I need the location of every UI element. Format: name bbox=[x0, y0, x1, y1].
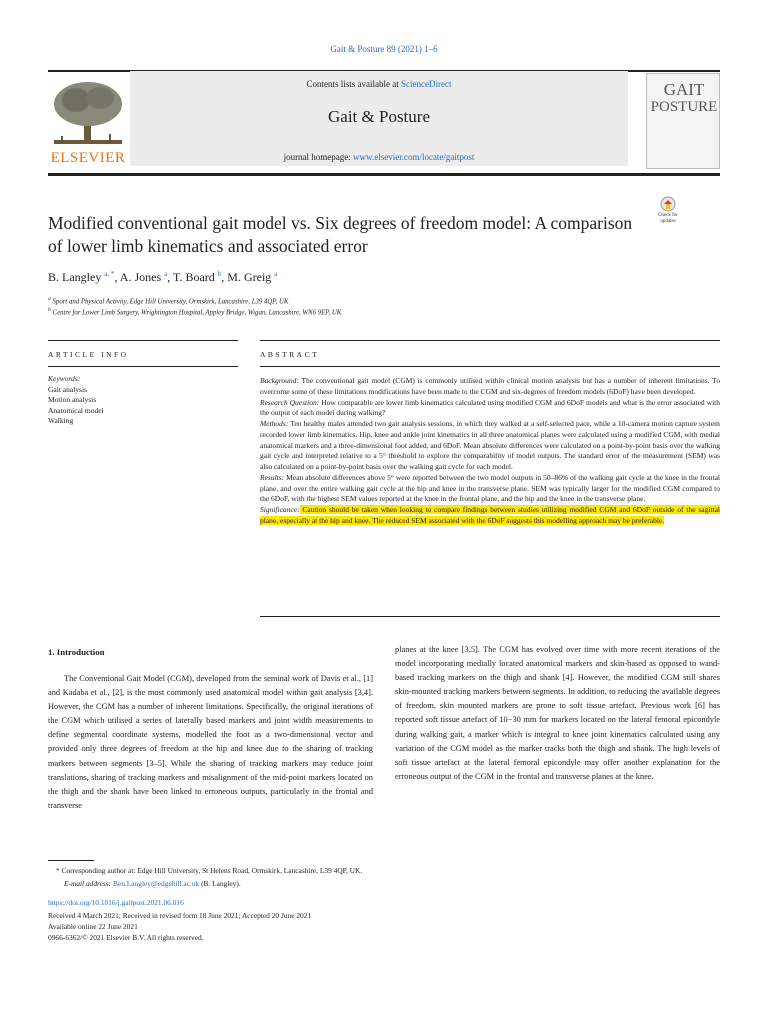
affiliation-a bbox=[48, 296, 288, 305]
abstract-results-label: Results: bbox=[260, 472, 285, 482]
abstract-significance-highlighted[interactable]: Caution should be taken when looking to compare findings between studies utilizing modified CGM and 6DoF outside of the sagittal plane, especially at the hip and knee. The reduced SEM associated with the 6DoF suggests this modelling approach may be preferable. bbox=[260, 505, 720, 525]
abstract-background-text: The conventional gait model (CGM) is commonly utilised within clinical motion analysis but has a number of inherent limitations. To overcome some of these limitations modifications have been made to the CGM and six-degrees of freedom models (6DoF) have been developed. bbox=[260, 376, 720, 396]
article-info-mid-rule bbox=[48, 366, 238, 367]
abstract-body bbox=[260, 376, 720, 527]
abstract-rq-label: Research Question: bbox=[260, 397, 320, 407]
abstract-background-label: Background: bbox=[260, 376, 299, 385]
journal-cover-image bbox=[646, 73, 720, 169]
cover-title-posture: POSTURE bbox=[650, 99, 718, 115]
author-name: M. Greig bbox=[227, 270, 272, 284]
author-list: B. Langley $^{a, *}$, A. Jones $^a$, T. Board $^b$, M. Greig $^a$ bbox=[48, 270, 278, 284]
abstract-methods-label: Methods: bbox=[260, 419, 289, 428]
abstract-results-text: Mean absolute differences above 5° were reported between the two model outputs in 50–86% of the walking gait cycle at the knee in the frontal plane, and over the entire walking gait cycle at the hip and knee in the transverse plane. SEM was typically larger for the modified CGM compared to the 6DoF, with the highest SEM values reported at the knee in the frontal plane, and the hip and the knee in the transverse plane. bbox=[260, 472, 720, 504]
keyword-item: Gait analysis bbox=[48, 384, 87, 394]
elsevier-wordmark: ELSEVIER bbox=[50, 150, 126, 166]
header-bottom-rule bbox=[48, 173, 720, 176]
badge-label bbox=[646, 213, 690, 225]
cover-title-gait: GAIT bbox=[663, 80, 705, 99]
homepage-link[interactable]: www.elsevier.com/locate/gaitpost bbox=[353, 152, 475, 162]
abstract-top-rule bbox=[260, 340, 720, 341]
copyright: 0966-6362/© 2021 Elsevier B.V. All rights reserved. bbox=[48, 932, 204, 942]
homepage-prefix: journal homepage: bbox=[283, 152, 354, 162]
abstract-significance bbox=[260, 505, 720, 527]
keywords-label: Keywords: bbox=[48, 374, 81, 383]
article-info-top-rule bbox=[48, 340, 238, 341]
abstract-mid-rule bbox=[260, 366, 720, 367]
author-marks[interactable]: a bbox=[274, 270, 278, 278]
paper-title: Modified conventional gait model vs. Six degrees of freedom model: A comparison of lower limb kinematics and associated error bbox=[48, 213, 633, 256]
abstract-methods bbox=[260, 419, 720, 473]
email-suffix: (B. Langley). bbox=[199, 879, 241, 888]
doi-link[interactable]: https://doi.org/10.1016/j.gaitpost.2021.06.016 bbox=[48, 898, 184, 907]
abstract-research-question bbox=[260, 398, 720, 420]
abstract-methods-text: Ten healthy males attended two gait analysis sessions, in which they walked at a self-selected pace, while a 10-camera motion capture system recorded lower limb kinematics. Hip, knee and ankle joint kinematics in all three anatomical planes were calculated using a modified CGM, with medial anatomical markers and a three-dimensional foot added, and 6DoF. Mean absolute differences were calculated on a point-by-point basis over the walking gait cycle and interpreted relative to a 5° threshold to explore the comparability of model outputs. The standard error of the measurement (SEM) was also calculated on a point-by-point basis over the walking gait cycle for each model. bbox=[260, 419, 720, 471]
abstract-heading: ABSTRACT bbox=[260, 350, 320, 359]
article-info-heading: ARTICLE INFO bbox=[48, 350, 129, 359]
contents-availability bbox=[130, 79, 628, 89]
badge-label-line2: updates bbox=[660, 219, 676, 224]
available-online: Available online 22 June 2021 bbox=[48, 921, 138, 931]
keyword-item: Motion analysis bbox=[48, 395, 97, 405]
badge-label-line1: Check for bbox=[658, 213, 678, 218]
intro-column-left: The Conventional Gait Model (CGM), developed from the seminal work of Davis et al., [1] and Kadaba et al., [2], is the most commonly used anatomical model within gait analysis [3,4]. However, the CGM has a number of inherent limitations. Specifically, the original iterations of the CGM which utilised a series of laterally based markers and joint width measurements to define segmental coordinate systems, modelled the foot as a two-dimensional vector and provided only three degrees of freedom at the hip and knee due to the sharing of tracking markers between segments [3–5]. While the sharing of tracking markers may reduce joint translations, sharing of tracking markers and misalignment of the mid-point markers located on the thigh and the shank have been linked to erroneous outputs, particularly in the frontal and transverse bbox=[48, 674, 373, 810]
author-marks[interactable]: a bbox=[164, 270, 168, 278]
journal-homepage bbox=[130, 152, 628, 162]
footnote-rule bbox=[48, 860, 94, 861]
journal-name: Gait & Posture bbox=[328, 107, 430, 126]
author-name: B. Langley bbox=[48, 270, 102, 284]
check-for-updates-badge[interactable] bbox=[646, 196, 690, 232]
keywords-block bbox=[48, 374, 238, 427]
email-link[interactable]: Ben.Langley@edgehill.ac.uk bbox=[113, 879, 200, 888]
check-updates-icon bbox=[660, 196, 676, 212]
contents-prefix: Contents lists available at bbox=[306, 79, 401, 89]
section-heading-introduction: 1. Introduction bbox=[48, 647, 105, 657]
author-name: A. Jones bbox=[119, 270, 162, 284]
affiliation-b bbox=[48, 307, 341, 316]
affiliation-text: Sport and Physical Activity, Edge Hill University, Ormskirk, Lancashire, L39 4QP, UK bbox=[52, 298, 289, 306]
publication-dates bbox=[48, 911, 311, 943]
corresponding-author-note: * Corresponding author at: Edge Hill University, St Helens Road, Ormskirk, Lancashire, L39 4QP, UK. bbox=[56, 866, 363, 875]
author-marks[interactable]: b bbox=[217, 270, 222, 278]
keyword-item: Walking bbox=[48, 416, 74, 426]
keyword-item: Anatomical model bbox=[48, 405, 104, 415]
abstract-background bbox=[260, 376, 720, 398]
affiliation-text: Centre for Lower Limb Surgery, Wrightington Hospital, Appley Bridge, Wigan, Lancashire, WN6 9EP, UK bbox=[52, 309, 342, 317]
email-note bbox=[64, 879, 241, 888]
abstract-bottom-rule bbox=[260, 616, 720, 617]
affiliation-mark: a bbox=[48, 296, 51, 302]
author-marks[interactable]: a, * bbox=[104, 270, 115, 278]
affiliation-mark: b bbox=[48, 307, 51, 313]
abstract-results bbox=[260, 473, 720, 505]
intro-column-right: planes at the knee [3,5]. The CGM has evolved over time with more recent iterations of the model incorporating medially located anatomical markers and skin-based as opposed to wand-based tracking markers on the thigh and shank [4]. However, the modified CGM still shares skin-mounted tracking markers between segments. In addition, to reducing the available degrees of freedom, skin mounted markers are prone to soft tissue artefact. Previous work [6] has reported soft tissue artefact of 10−30 mm for markers located on the lateral femoral epicondyle during walking gait, a marker which is integral to knee joint kinematics calculated using any variation of the CGM model as the marker tracks both the thigh and shank. The high levels of soft tissue artefact at the lateral femoral epicondyle may offer another explanation for the erroneous output of the CGM in the frontal and transverse planes at the knee. bbox=[395, 645, 720, 781]
journal-citation: Gait & Posture 89 (2021) 1–6 bbox=[330, 44, 438, 54]
sciencedirect-link[interactable]: ScienceDirect bbox=[401, 79, 452, 89]
abstract-significance-label: Significance: bbox=[260, 505, 300, 514]
abstract-rq-text: How comparable are lower limb kinematics calculated using modified CGM and 6DoF models and what is the error associated with the output of each model during walking? bbox=[260, 397, 720, 418]
author-name: T. Board bbox=[173, 270, 215, 284]
received-dates: Received 4 March 2021; Received in revised form 18 June 2021; Accepted 20 June 2021 bbox=[48, 911, 312, 920]
email-label: E-mail address: bbox=[64, 879, 113, 888]
